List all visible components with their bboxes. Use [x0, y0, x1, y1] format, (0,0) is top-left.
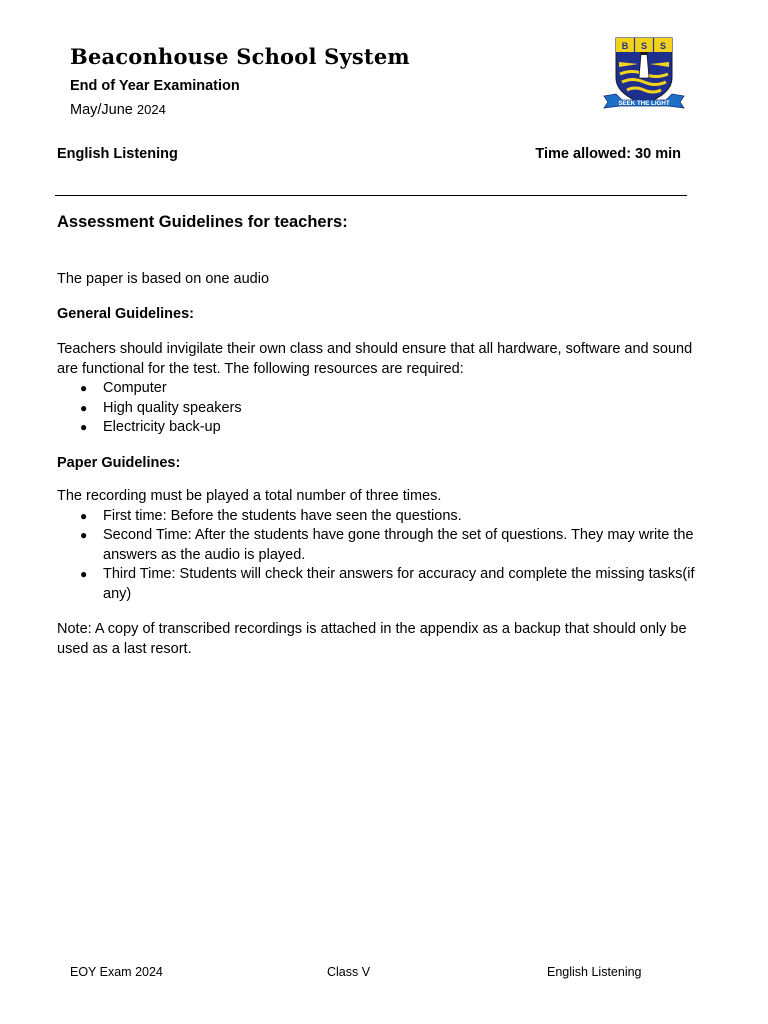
crest-letter-2: S [640, 41, 648, 51]
subject-label: English Listening [57, 146, 178, 162]
list-item-text: Electricity back-up [103, 419, 221, 435]
list-item [57, 418, 697, 438]
note-text: Note: A copy of transcribed recordings is attached in the appendix as a backup that should only be used as a last resort. [57, 621, 687, 657]
bullet-icon: ● [80, 400, 88, 415]
bullet-icon: ● [80, 420, 88, 434]
footer-exam: EOY Exam 2024 [70, 965, 163, 979]
bullet-icon: ● [80, 567, 88, 581]
session-year: 2024 [136, 102, 166, 117]
general-guidelines-heading: General Guidelines: [57, 306, 194, 322]
paper-guidelines-heading: Paper Guidelines: [57, 455, 181, 471]
list-item-text: Computer [103, 380, 167, 396]
intro-text: The paper is based on one audio [57, 271, 270, 287]
list-item-text: Second Time: After the students have gone through the set of questions. They may write the answers as the audio is played. [103, 527, 694, 563]
list-item-text: First time: Before the students have seen the questions. [103, 507, 462, 524]
general-guidelines-block [57, 340, 697, 438]
school-crest-logo [602, 34, 686, 112]
list-item-text: High quality speakers [103, 399, 242, 416]
session-month: May/June [70, 102, 133, 118]
bullet-icon: ● [80, 508, 88, 523]
list-item [57, 379, 697, 399]
list-item-text: Third Time: Students will check their answers for accuracy and complete the missing tasks(if any) [103, 566, 695, 602]
bullet-icon: ● [80, 528, 88, 542]
list-item [57, 399, 697, 419]
bullet-icon: ● [80, 381, 88, 395]
list-item [57, 507, 697, 527]
crest-motto: SEEK THE LIGHT [618, 100, 670, 107]
resources-list [57, 379, 697, 438]
crest-letter-1: B [621, 41, 629, 51]
exam-title: End of Year Examination [70, 78, 240, 94]
school-name: Beaconhouse School System [70, 44, 410, 69]
time-allowed-label: Time allowed: 30 min [535, 146, 681, 162]
footer-class: Class V [327, 965, 371, 979]
exam-session [70, 102, 166, 118]
section-heading: Assessment Guidelines for teachers: [57, 213, 348, 231]
paper-guidelines-paragraph: The recording must be played a total number of three times. [57, 488, 442, 504]
paper-guidelines-block [57, 487, 697, 604]
recording-steps-list [57, 507, 697, 605]
crest-letter-3: S [659, 41, 667, 51]
header-divider [55, 195, 687, 196]
general-guidelines-paragraph: Teachers should invigilate their own class and should ensure that all hardware, software and sound are functional for the test. The following resources are required: [57, 341, 693, 377]
list-item [57, 526, 697, 565]
footer-subject: English Listening [547, 965, 642, 979]
list-item [57, 565, 697, 604]
